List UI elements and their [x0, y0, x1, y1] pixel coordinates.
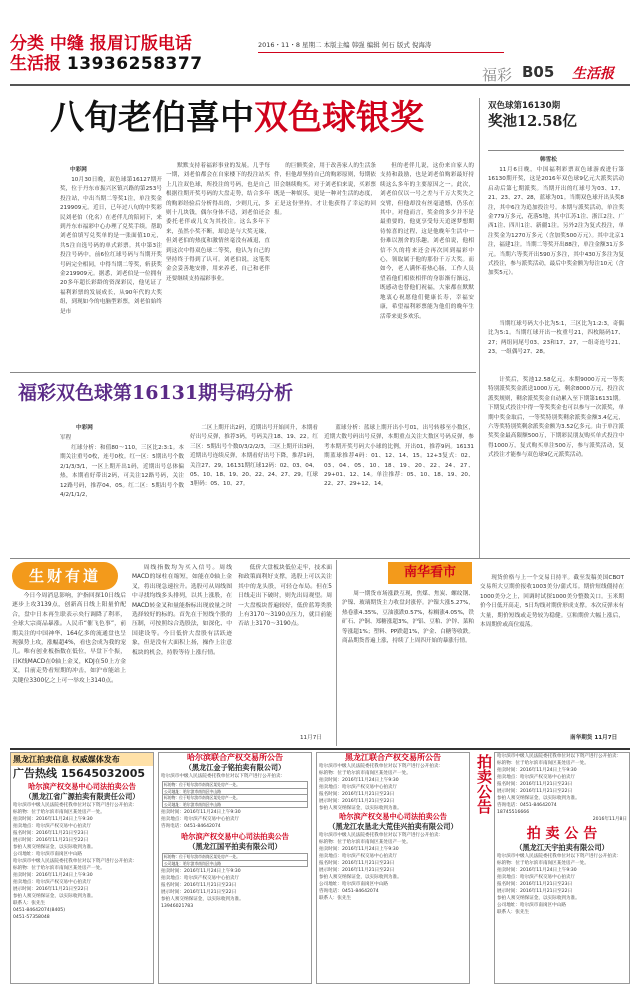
page-number: B05: [522, 63, 555, 81]
ad-col2-line: 参拍人须交纳保证金，以实际收到为准。: [161, 897, 244, 902]
ad-col3-title: 黑龙江联合产权交易所公告: [345, 753, 441, 762]
ad-col3: [316, 752, 470, 984]
market-sig: 南华期货 11月7日: [570, 735, 618, 741]
section-label: 福彩: [482, 66, 513, 84]
ad-col1-phone: 广告热线 15645032005: [13, 767, 146, 780]
ad-col3-line: 哈尔滨市中级人民法院委托我单位对以下资产进行公开拍卖：: [319, 833, 444, 838]
ad-col4-line: 咨询电话：0451-84642074: [497, 803, 557, 808]
analysis-byline: 中彩网: [76, 425, 93, 431]
ad-col4-notice: 拍 卖 公 告: [526, 826, 598, 842]
paper-logo: 生活报: [572, 66, 614, 82]
ad-col4-line: 公司地址：哈尔滨市南岗区中山路: [497, 903, 566, 908]
draw-box-line2: 奖池12.58亿: [488, 113, 577, 130]
analysis-title: 福彩双色球第16131期号码分析: [18, 382, 294, 404]
draw-box-body3: [488, 376, 624, 556]
top-ad-phone: 13936258377: [66, 54, 203, 74]
story-col1-text: 10月30日晚，双色球第16127期开奖，位于丹东市振兴区镇兴路的第253号投注站，中出当期二等奖1注，单注奖金219909元。近日，已年过八旬的中奖彩民刘老伯（化名）在老伴儿的陪同下，来到丹东市福彩中心办理了兑奖手续。帮助刘老伯填写兑奖单的是一张面值10元，共5注自选号码的单式彩票。其中第3注投注号码中，前6位红球号码与当期开奖号码完全相同，中得当期二等奖，斩获奖金219909元。据悉，刘老伯是一位拥有20多年超长彩龄的资深彩民，他见证了福利彩票的发展成长，从90年代的大奖组，到现如今的电脑型彩票，刘老伯始终是市: [60, 177, 162, 315]
market-col2: [480, 574, 624, 734]
ad-col4-line: 拍卖地点：哈尔滨产权交易中心拍卖厅: [497, 775, 576, 780]
ad-col1-line: 参拍人须交纳保证金，以实际收到为准。: [13, 894, 96, 899]
ad-col1-line: 公司地址：哈尔滨市南岗区中山路: [13, 852, 82, 857]
ad-col4-label-text: 拍卖公告: [475, 754, 493, 814]
ad-col1-title: 黑龙江拍卖信息 权威媒体发布: [11, 753, 153, 766]
ad-col3-line: 标的物：位于哈尔滨市南岗区某处房产一处。: [319, 771, 411, 776]
ad-col4-line: 报名时间：2016年11月21日至23日: [497, 882, 573, 887]
analysis-sub: 军程: [60, 435, 72, 441]
draw-box-body2-text: 当期红球号码大小比为5:1，三区比为1:2:3，奇偶比为5:1。当期红球开出一枚重号21，四枚隔码17、27；两组同尾号03、23和17、27，一组奇连号21、23，一组偶号27、28。: [488, 321, 624, 356]
table-cell: 标的物：位于哈尔滨市南岗区某处房产一处。: [163, 782, 308, 789]
analysis-col1-text: 红球分析：和值80～110，三区比2:3:1。本期关注重号0枚，连号0枚。红一区：5期出号个数2/1/3/3/1，一区上期开出1码，近期出号总体偏热，本期看好带出2码，可关注12路号码，关注12路号码，推荐04、05。红二区：5期出号个数4/2/1/1/2，: [60, 445, 184, 499]
ad-col2-sub2: （黑龙江国平拍卖有限公司）: [188, 842, 282, 851]
ad-col1-line: 哈尔滨市中级人民法院委托我单位对以下资产进行公开拍卖：: [13, 859, 138, 864]
table-cell: 标的物：位于哈尔滨市南岗区某处房产一处。: [163, 795, 308, 802]
ad-col1-line: 展示时间：2016年11月21日至22日: [13, 838, 89, 843]
draw-box-body-text: 11月6日晚，中国福利彩票双色球游戏进行第16130期开奖，这是2016年双色球9亿元大派奖活动启动后第七期派奖。当期开出的红球号为03、17、21、23、27、28，蓝球为01。当期双色球开出头奖8注，其中6注为追加投注号。本期与派奖活动，单注奖金779万多元，花落5地，其中江苏1注、浙江2注、广西1注、四川1注、新疆1注。另外2注为复式投注，单注奖金为1270万多元（含加奖500万元）。其中北京1注，福建1注。当期二等奖开出88注，单注金额31万多元。当期六等奖开出590万多注，其中430万多注为复式投注，参与派奖活动，最后中奖金额为每注10元（含加奖5元）。: [488, 167, 624, 277]
ad-col4-line: 拍卖地点：哈尔滨产权交易中心拍卖厅: [497, 875, 576, 880]
market-col2-text: 现货价格与上一个交易日持平。截至发稿美国CBOT交易所大豆期价报收1003美分/蒲式耳。期价短线僵持在1000美分之上，回调时试探1000美分整数关口。玉米期价今日低开高走，5日均线对期价形成支撑。本次反弹未有大量，期价短线或走势较为稳健。豆粕期价大幅上涨后，本周期价或高位震荡。: [480, 575, 624, 629]
life-finance-col3-text: 低价大盘板块低位走牢，技术面和政策面利好支撑，选股上可以关注其中的龙头股，可轻仓布局。但在5日线走出下破时，则先出局观望。周一大盘板块普遍较好，低价蓝筹类股上有3170～3190点压力，就目前能否站上3170～3190点。: [238, 565, 332, 628]
ad-col2-notice: 哈尔滨产权交易中心司法拍卖公告: [181, 832, 289, 841]
life-finance-col1-text: 今日今周消息影响，沪指回探10日线后逐步上攻3139点，创新高日线上阳量价配合，盘中日本再生联表示央行调降了利率，全球大宗商品暴涨。人民币“催飞色事”，前期关注的中国神华、164亿多的流通盘也呈现强势上攻，涨幅超4%，看也会成为我的宠儿。唯有创业板指数在低位，早盘下个振，日K线MACD在0轴上金叉，KDJ在50上方金叉，目前走势看短期的冲击，如沪市能站上关键位3300亿之上可一举攻上3140点。: [12, 593, 126, 684]
ad-col1-sub: （黑龙江省广源拍卖有限责任公司）: [24, 792, 140, 801]
draw-box-body: [488, 166, 624, 318]
ad-col1-phone-a: 0451-84642074(8405): [13, 908, 66, 913]
draw-box-title: [488, 100, 624, 132]
table-cell: 公司地址：哈尔滨市南岗区中山路: [163, 788, 308, 795]
analysis-col2: [190, 424, 318, 544]
ad-col1-notice: 哈尔滨产权交易中心司法拍卖公告: [28, 782, 136, 791]
analysis-col3-text: 蓝球分析：蓝球上期开出小号01，出号转移至小数区，近期大数号码出号反弹，本期重点关注大数区号码反弹，参考本期开奖号码大小球的比例，开出01，推荐9码。16131期蓝球推荐4码：01、12、14、15。12+3复式：02、03、04、05、10、18、19、20、22、24、27、29+01、12、14。单注推荐：05、10、18、19、20、22、27、29+12、14。: [324, 425, 474, 488]
ad-col3-line: 拍卖时间：2016年11月24日上午9:30: [319, 778, 399, 783]
ad-col4-line: 联系人：张先生: [497, 910, 530, 915]
ad-col2: [158, 752, 312, 984]
ad-col3-line: 公司地址：哈尔滨市南岗区中山路: [319, 882, 388, 887]
ad-col1-line: 展示时间：2016年11月21日至22日: [13, 887, 89, 892]
ad-col3-line: 拍卖时间：2016年11月24日上午9:30: [319, 847, 399, 852]
draw-box-body3-text: 计奖后，奖池12.58亿元。本期9000万元一等奖特别派奖奖金派送1000万元，剩余8000万元，投注次派奖规则，剩余派奖奖金自动累入至下期第16131期。下期复式投注中得一等奖奖金也可以参与一次派奖，单期中奖金取后，一等奖特别奖剩余派奖金额3.4亿元，六等奖特别奖剩余派奖金额为3.52亿多元。由于单注派奖奖金最高限额500万，下期彩民朋友购买单式投注中得1000万，复式购买单注500万，参与派奖活动，复式投注才能参与双色球9亿元派奖活动。: [488, 377, 624, 459]
life-finance-col2: [132, 564, 232, 742]
ad-col4-line: 哈尔滨市中级人民法院委托我单位对以下资产进行公开拍卖：: [497, 754, 622, 759]
draw-box-line1: 双色球第16130期: [488, 101, 561, 111]
ad-col2-line: 拍卖地点：哈尔滨产权交易中心拍卖厅: [161, 817, 240, 822]
ad-col1-line: 拍卖时间：2016年11月24日上午9:30: [13, 873, 93, 878]
market-col1-text: 周一期货市场涨跌互现，焦煤、焦炭、螺纹钢、沪镍、玻璃期货主力收盘封涨停。沪镍大涨5.27%，热卷涨4.35%，豆油涨跌0.57%，棕榈涨4.05%，铁矿石、沪铜、郑糖涨超3%，沪铝、豆粕、沪锌、菜粕等涨超1%；塑料、PP跌超1%，沪金、白糖等收跌。商品期货普遍上涨，持续了上周四开始的暴涨行情。: [342, 591, 474, 645]
ad-col4-line: 展示时间：2016年11月21日至22日: [497, 889, 573, 894]
ad-col3-line: 拍卖地点：哈尔滨产权交易中心拍卖厅: [319, 854, 398, 859]
life-finance-title: 生财有道: [28, 567, 101, 585]
table-cell: 公司地址：哈尔滨市南岗区中山路: [163, 860, 308, 867]
story-col3: [274, 162, 376, 368]
ad-col4-date: 2016年11月8日: [592, 817, 627, 822]
ad-col1-line: 拍卖地点：哈尔滨产权交易中心拍卖厅: [13, 880, 92, 885]
ad-col1-line: 哈尔滨市中级人民法院委托我单位对以下资产进行公开拍卖：: [13, 803, 138, 808]
ad-col4-line: 标的物：位于哈尔滨市南岗区某处房产一处。: [497, 861, 589, 866]
ad-col4-line: 参拍人须交纳保证金，以实际收到为准。: [497, 896, 580, 901]
headline-part2: 双色球银奖: [254, 98, 424, 138]
ad-col2-line: 拍卖地点：哈尔滨产权交易中心拍卖厅: [161, 876, 240, 881]
life-finance-col2-text: 周线指数均为买入信号。周线MACD的绿柱在缩短，如能在0轴上金叉，将出现急速拉升。选股可从周线图中寻找均线多头排列，以其上涨股，在MACD转金叉和量能指标出现放量之时选择较好的标的。首先在于短线个股的压制，可按照综合选股法，如深化、中国建设等。今日低价大盘股有活跃迹象，但是没有大面积上扬，操作上注意板块的机会，持股等待上涨行情。: [132, 565, 232, 656]
story-byline: 中彩网: [70, 167, 87, 173]
ad-col3-notice: 哈尔滨产权交易中心司法拍卖公告: [339, 812, 447, 821]
headline: [50, 98, 424, 138]
top-ad-line1: 分类 中缝 报眉订版电话: [10, 34, 192, 54]
ad-col1-phone-b: 0451-57358048: [13, 915, 50, 920]
date-line: 2016・11・8 星期二 本版主编 韩强 编辑 何石 版式 倪海涛: [258, 41, 432, 49]
headline-part1: 八旬老伯喜中: [50, 98, 254, 138]
ad-col3-line: 报名时间：2016年11月21日至23日: [319, 792, 395, 797]
ad-col3-line: 拍卖地点：哈尔滨产权交易中心拍卖厅: [319, 785, 398, 790]
market-title: 南华看市: [403, 565, 456, 580]
ad-col2-line: 咨询电话：0451-84642074: [161, 824, 221, 829]
life-finance-col3: [238, 564, 332, 734]
analysis-col3: [324, 424, 474, 544]
table-cell: 标的物：位于哈尔滨市南岗区某处房产一处。: [163, 854, 308, 861]
ad-col4-line: 哈尔滨市中级人民法院委托我单位对以下资产进行公开拍卖：: [497, 854, 622, 859]
ad-col1-line: 标的物：位于哈尔滨市南岗区某处房产一处。: [13, 866, 105, 871]
top-ad-banner: [10, 34, 246, 76]
ad-col2-line: 报名时间：2016年11月21日至23日: [161, 883, 237, 888]
ad-col2-title: 哈尔滨联合产权交易所公告: [187, 753, 283, 762]
ad-col4-line: 标的物：位于哈尔滨市南岗区某处房产一处。: [497, 761, 589, 766]
ad-col4-label: [474, 754, 492, 826]
ad-col2-table: [162, 781, 308, 808]
ad-col1-line: 联系人：张先生: [13, 901, 46, 906]
ad-col1-line: 报名时间：2016年11月21日至23日: [13, 831, 89, 836]
life-finance-date: 11月7日: [300, 735, 322, 741]
market-title-bar: [388, 562, 472, 584]
analysis-col2-text: 二区上期开出2码，近期出号开始回升，本期看好出号反弹，推荐3码，号码关注18、19、22。红三区：5期出号个数0/3/2/2/3，三区上期开出3码，近期出号连续反弹，本期看好出号下降，推荐1码，关注27、29。16131期红球12码：02、03、04、05、10、18、19、20、22、24、27、29。红球3胆码：05、10、27。: [190, 425, 318, 488]
table-cell: 公司地址：哈尔滨市南岗区中山路: [163, 801, 308, 808]
story-col3-text: 的巨额奖金，用于改善家人的生活条件，但他却坚持自己的购彩原则，每期依旧会继续购买。对于刘老伯来说，买彩票既是一种娱乐，更是一种对生活的态度，正是这份坚持，才让他获得了幸运的回报。: [274, 163, 376, 217]
ad-col1-line: 参拍人须交纳保证金，以实际收到为准。: [13, 845, 96, 850]
ad-col2-line: 展示时间：2016年11月21日至22日: [161, 890, 237, 895]
ad-col3-line: 咨询电话：0451-84642074: [319, 889, 379, 894]
life-finance-title-bar: [12, 562, 118, 590]
ad-col3-line: 参拍人须交纳保证金，以实际收到为准。: [319, 806, 402, 811]
ad-col1-line: 拍卖地点：哈尔滨产权交易中心拍卖厅: [13, 824, 92, 829]
life-finance-col1: [12, 592, 126, 744]
ad-col3-line: 展示时间：2016年11月21日至22日: [319, 868, 395, 873]
ad-col1-line: 标的物：位于哈尔滨市南岗区某处房产一处。: [13, 810, 105, 815]
ad-col1-line: 拍卖时间：2016年11月24日上午9:30: [13, 817, 93, 822]
ad-col4-phone: 18745516666: [497, 810, 530, 815]
draw-box-author: 韩雪松: [540, 157, 557, 163]
market-col1: [342, 590, 474, 744]
ad-col2-line: 拍卖时间：2016年11月24日上午9:30: [161, 869, 241, 874]
ad-col4-line: 参拍人须交纳保证金，以实际收到为准。: [497, 796, 580, 801]
ad-col2-line: 哈尔滨市中级人民法院委托我单位对以下资产进行公开拍卖：: [161, 774, 286, 779]
ad-col2-table2: [162, 853, 308, 867]
ad-col4-line: 报名时间：2016年11月21日至23日: [497, 782, 573, 787]
story-col4-text: 但的老伴儿说，这份来自家人的支持和鼓励，也是刘老伯购彩最好持续这么多年的主要原因之一。此次，刘老伯仅以一号之差与千万大奖失之交臂，但他却没有丝毫遗憾，仍乐在其中。对他而言，奖金的多少并不是最重要的，他更享受每天追逐梦想期待惊喜的过程，这是他晚年生活中一份难以割舍的乐趣。刘老伯说，他相信不久的将来还会再次回到福彩中心，领取属于他的那份千万大奖。而如今，老人满怀着热心肠，工作人员望着他们相依相伴的身影渐行渐远，既感动也替他们祝福，大家都在默默地衷心祝愿他们健康长寿，幸福安康，希望福利彩票能为他们的晚年生活带来更多欢乐。: [380, 163, 474, 320]
top-ad-paper: 生活报: [10, 54, 61, 74]
ad-col1: [10, 752, 154, 984]
story-col2: [166, 162, 270, 368]
ad-col2-phone: 13946021783: [161, 904, 194, 909]
ad-col3-line: 报名时间：2016年11月21日至23日: [319, 861, 395, 866]
draw-box-body2: [488, 320, 624, 376]
ad-col4-line: 拍卖时间：2016年11月24日上午9:30: [497, 768, 577, 773]
ad-col4-sub: （黑龙江天宇拍卖有限公司）: [515, 843, 609, 852]
ad-col3-line: 标的物：位于哈尔滨市南岗区某处房产一处。: [319, 840, 411, 845]
ad-col3-line: 展示时间：2016年11月21日至22日: [319, 799, 395, 804]
ad-col3-sub: （黑龙江农垦北大荒佳兴拍卖有限公司）: [328, 822, 458, 831]
story-col4: [380, 162, 474, 368]
ad-col2-line: 拍卖时间：2016年11月24日上午9:30: [161, 810, 241, 815]
ad-col3-line: 联系人：张先生: [319, 896, 352, 901]
ad-col4: [494, 752, 630, 984]
ad-col3-line: 哈尔滨市中级人民法院委托我单位对以下资产进行公开拍卖：: [319, 764, 444, 769]
story-col1: [60, 176, 162, 368]
ad-col3-line: 参拍人须交纳保证金，以实际收到为准。: [319, 875, 402, 880]
analysis-col1: [60, 444, 184, 544]
story-col2-text: 默默支持着福彩事业的发展。几乎每一期，刘老伯都会在自家楼下的投注站买上几注双色球，所投注的号码，也是自己根据往期开奖号码的大盘走势，结合多年的购彩经验后分析得出的，少则几元，多则十几块钱，偶尔身体不适，刘老伯还会委托老伴或儿女为其投注。这么多年下来，虽然小奖不断，却总是与大奖无缘，但刘老伯的热度和激情丝毫没有减退，直到这次中得双色球二等奖，他认为自己的坚持终于得到了认可。刘老伯说，这笔奖金会妥善地安排，用来养老，自己和老伴还要继续支持福彩事业。: [166, 163, 270, 282]
ad-col4-line: 拍卖时间：2016年11月24日上午9:30: [497, 868, 577, 873]
ad-col4-line: 展示时间：2016年11月21日至22日: [497, 789, 573, 794]
ad-col2-sub: （黑龙江金子铭拍卖有限公司）: [184, 763, 286, 772]
